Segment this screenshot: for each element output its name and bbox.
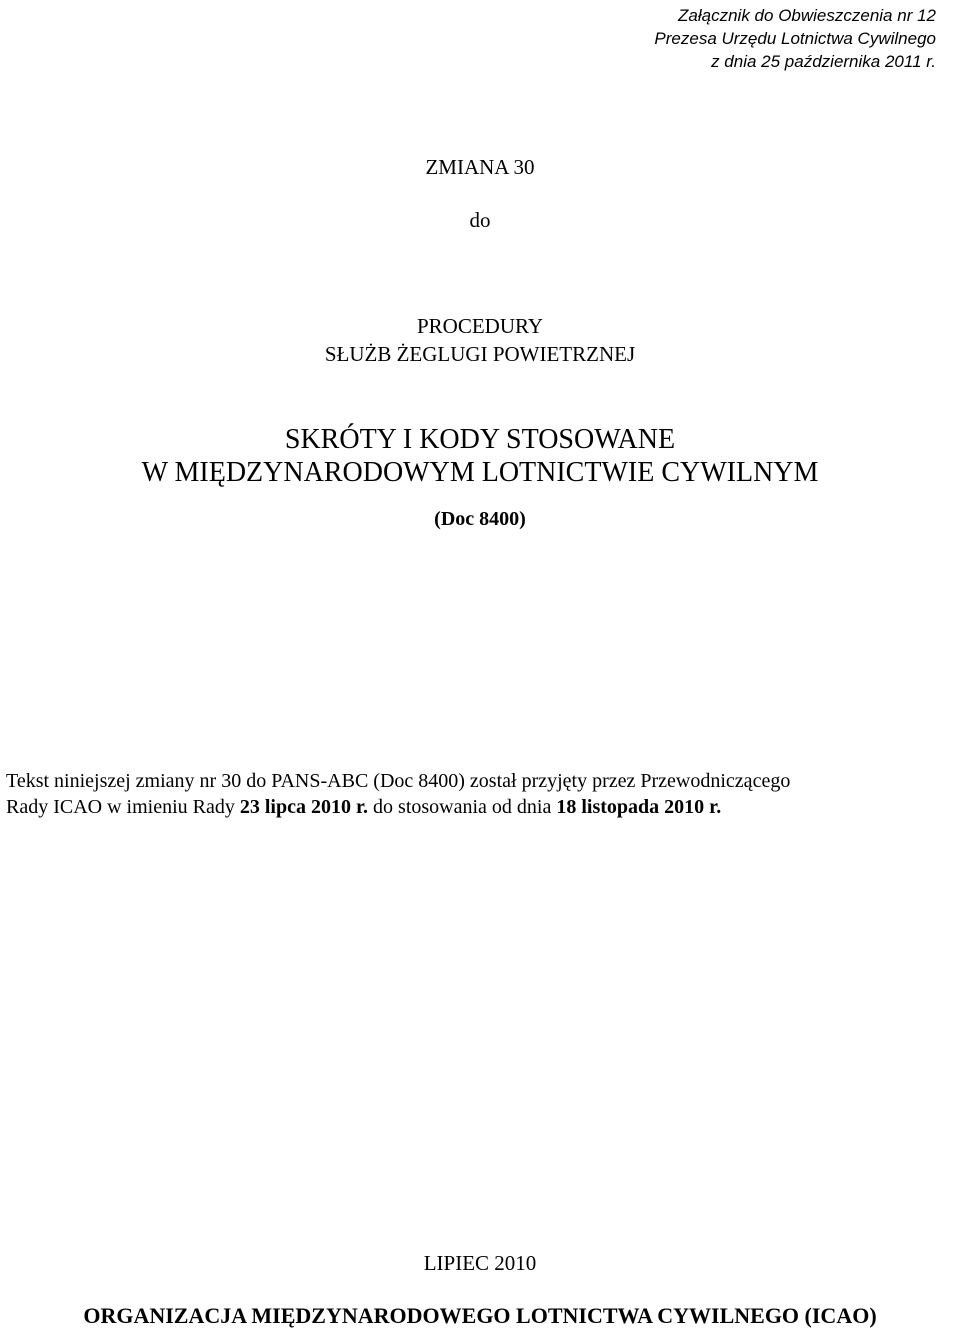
annex-header — [654, 4, 936, 73]
procedures-title-line-2: SŁUŻB ŻEGLUGI POWIETRZNEJ — [324, 342, 636, 366]
procedures-title-line-1: PROCEDURY — [416, 314, 544, 338]
preposition: do — [469, 208, 491, 232]
document-title-line-1: SKRÓTY I KODY STOSOWANE — [284, 424, 676, 455]
paragraph-text: do stosowania od dnia — [368, 796, 557, 818]
publication-date: LIPIEC 2010 — [423, 1251, 537, 1275]
adoption-date: 23 lipca 2010 r. — [239, 796, 369, 818]
applicability-date: 18 listopada 2010 r — [556, 796, 717, 818]
annex-line-1: Załącznik do Obwieszczenia nr 12 — [678, 6, 936, 25]
paragraph-text: Rady ICAO w imieniu Rady — [6, 796, 240, 818]
amendment-number: ZMIANA 30 — [425, 155, 535, 179]
paragraph-line-1: Tekst niniejszej zmiany nr 30 do PANS-ABC (Doc 8400) został przyjęty przez Przewodniczącego — [6, 770, 791, 792]
document-title-line-2: W MIĘDZYNARODOWYM LOTNICTWIE CYWILNYM — [141, 457, 819, 488]
adoption-paragraph — [6, 768, 956, 820]
paragraph-period: . — [716, 796, 722, 818]
annex-line-2: Prezesa Urzędu Lotnictwa Cywilnego — [654, 29, 936, 48]
paragraph-line-2 — [6, 794, 956, 820]
doc-number: (Doc 8400) — [434, 508, 526, 530]
annex-line-3: z dnia 25 października 2011 r. — [711, 52, 936, 71]
organization-name: ORGANIZACJA MIĘDZYNARODOWEGO LOTNICTWA CYWILNEGO (ICAO) — [83, 1303, 877, 1328]
